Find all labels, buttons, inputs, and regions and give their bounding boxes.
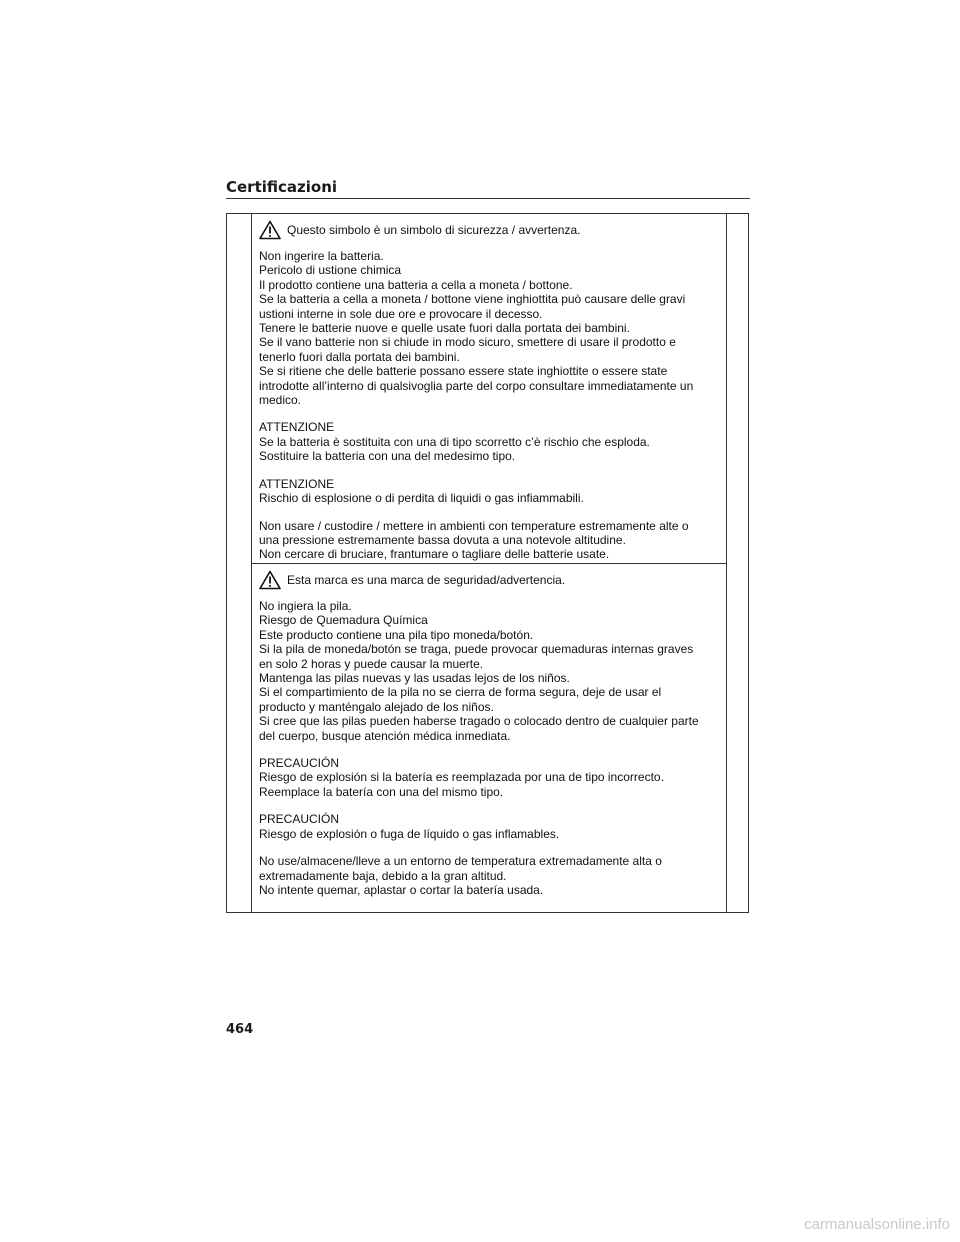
spanish-text-line: No use/almacene/lleve a un entorno de temperatura extremadamente alta o xyxy=(259,854,662,869)
italian-paragraph xyxy=(259,249,723,407)
spanish-text-line: No intente quemar, aplastar o cortar la batería usada. xyxy=(259,882,544,897)
spanish-text-line: PRECAUCIÓN xyxy=(259,756,340,771)
page-title: Certificazioni xyxy=(226,178,338,196)
italian-text-line: Pericolo di ustione chimica xyxy=(259,263,402,278)
italian-warning-heading-row xyxy=(259,219,723,241)
spanish-paragraph xyxy=(259,854,723,897)
italian-text-line: tenerlo fuori dalla portata dei bambini. xyxy=(259,349,460,364)
title-rule xyxy=(226,198,750,199)
italian-text-line: ATTENZIONE xyxy=(259,476,335,491)
italian-warning-block xyxy=(259,219,723,575)
spanish-warning-heading-row xyxy=(259,569,723,591)
spanish-text-line: Reemplace la batería con una del mismo tipo. xyxy=(259,784,504,799)
spanish-text-line: Riesgo de explosión si la batería es reemplazada por una de tipo incorrecto. xyxy=(259,770,664,785)
italian-text-line: Non ingerire la batteria. xyxy=(259,249,384,263)
italian-text-line: introdotte all’interno di qualsivoglia parte del corpo consultare immediatamente un xyxy=(259,378,694,393)
spanish-text-line: extremadamente baja, debido a la gran altitud. xyxy=(259,868,507,883)
italian-paragraph xyxy=(259,477,723,506)
italian-paragraph xyxy=(259,519,723,562)
spanish-text-line: en solo 2 horas y puede causar la muerte. xyxy=(259,656,484,671)
italian-text-line: medico. xyxy=(259,393,302,408)
italian-text-line: Sostituire la batteria con una del medesimo tipo. xyxy=(259,449,516,464)
italian-text-line: Se si ritiene che delle batterie possano essere state inghiottite o essere state xyxy=(259,364,668,379)
italian-text-line: una pressione estremamente bassa dovuta a una notevole altitudine. xyxy=(259,532,626,547)
spanish-text-line: Mantenga las pilas nuevas y las usadas lejos de los niños. xyxy=(259,671,570,686)
page-number: 464 xyxy=(226,1022,254,1037)
warning-triangle-icon xyxy=(259,220,281,240)
warning-triangle-icon xyxy=(259,570,281,590)
italian-text-line: Se il vano batterie non si chiude in modo sicuro, smettere di usare il prodotto e xyxy=(259,335,676,350)
spanish-paragraph xyxy=(259,812,723,841)
spanish-text-line: Este producto contiene una pila tipo moneda/botón. xyxy=(259,627,534,642)
spanish-paragraph xyxy=(259,756,723,799)
italian-text-line: Se la batteria è sostituita con una di tipo scorretto c’è rischio che esploda. xyxy=(259,434,650,449)
spanish-text-line: producto y manténgalo alejado de los niños. xyxy=(259,699,494,714)
spanish-text-line: No ingiera la pila. xyxy=(259,599,352,613)
italian-text-line: Il prodotto contiene una batteria a cella a moneta / bottone. xyxy=(259,277,573,292)
italian-text-line: Non cercare di bruciare, frantumare o tagliare delle batterie usate. xyxy=(259,547,610,562)
italian-paragraph xyxy=(259,420,723,463)
italian-text-line: ATTENZIONE xyxy=(259,420,335,435)
italian-text-line: Tenere le batterie nuove e quelle usate fuori dalla portata dei bambini. xyxy=(259,321,630,336)
spanish-text-line: Si el compartimiento de la pila no se cierra de forma segura, deje de usar el xyxy=(259,685,662,700)
spanish-warning-heading: Esta marca es una marca de seguridad/advertencia. xyxy=(287,573,566,587)
italian-text-line: ustioni interne in sole due ore e provocare il decesso. xyxy=(259,306,543,321)
spanish-paragraphs xyxy=(259,599,723,897)
watermark: carmanualsonline.info xyxy=(804,1216,950,1233)
italian-paragraphs xyxy=(259,249,723,562)
italian-text-line: Se la batteria a cella a moneta / bottone viene inghiottita può causare delle gravi xyxy=(259,292,686,307)
spanish-text-line: Riesgo de explosión o fuga de líquido o gas inflamables. xyxy=(259,826,560,841)
italian-warning-heading: Questo simbolo è un simbolo di sicurezza / avvertenza. xyxy=(287,223,581,237)
spanish-text-line: del cuerpo, busque atención médica inmediata. xyxy=(259,728,511,743)
spanish-paragraph xyxy=(259,599,723,743)
spanish-warning-block xyxy=(259,569,723,910)
spanish-text-line: Riesgo de Quemadura Química xyxy=(259,613,428,628)
spanish-text-line: PRECAUCIÓN xyxy=(259,812,340,827)
spanish-text-line: Si cree que las pilas pueden haberse tragado o colocado dentro de cualquier parte xyxy=(259,714,699,729)
italian-text-line: Rischio di esplosione o di perdita di liquidi o gas infiammabili. xyxy=(259,491,584,506)
spanish-text-line: Si la pila de moneda/botón se traga, puede provocar quemaduras internas graves xyxy=(259,642,694,657)
italian-text-line: Non usare / custodire / mettere in ambienti con temperature estremamente alte o xyxy=(259,518,689,533)
